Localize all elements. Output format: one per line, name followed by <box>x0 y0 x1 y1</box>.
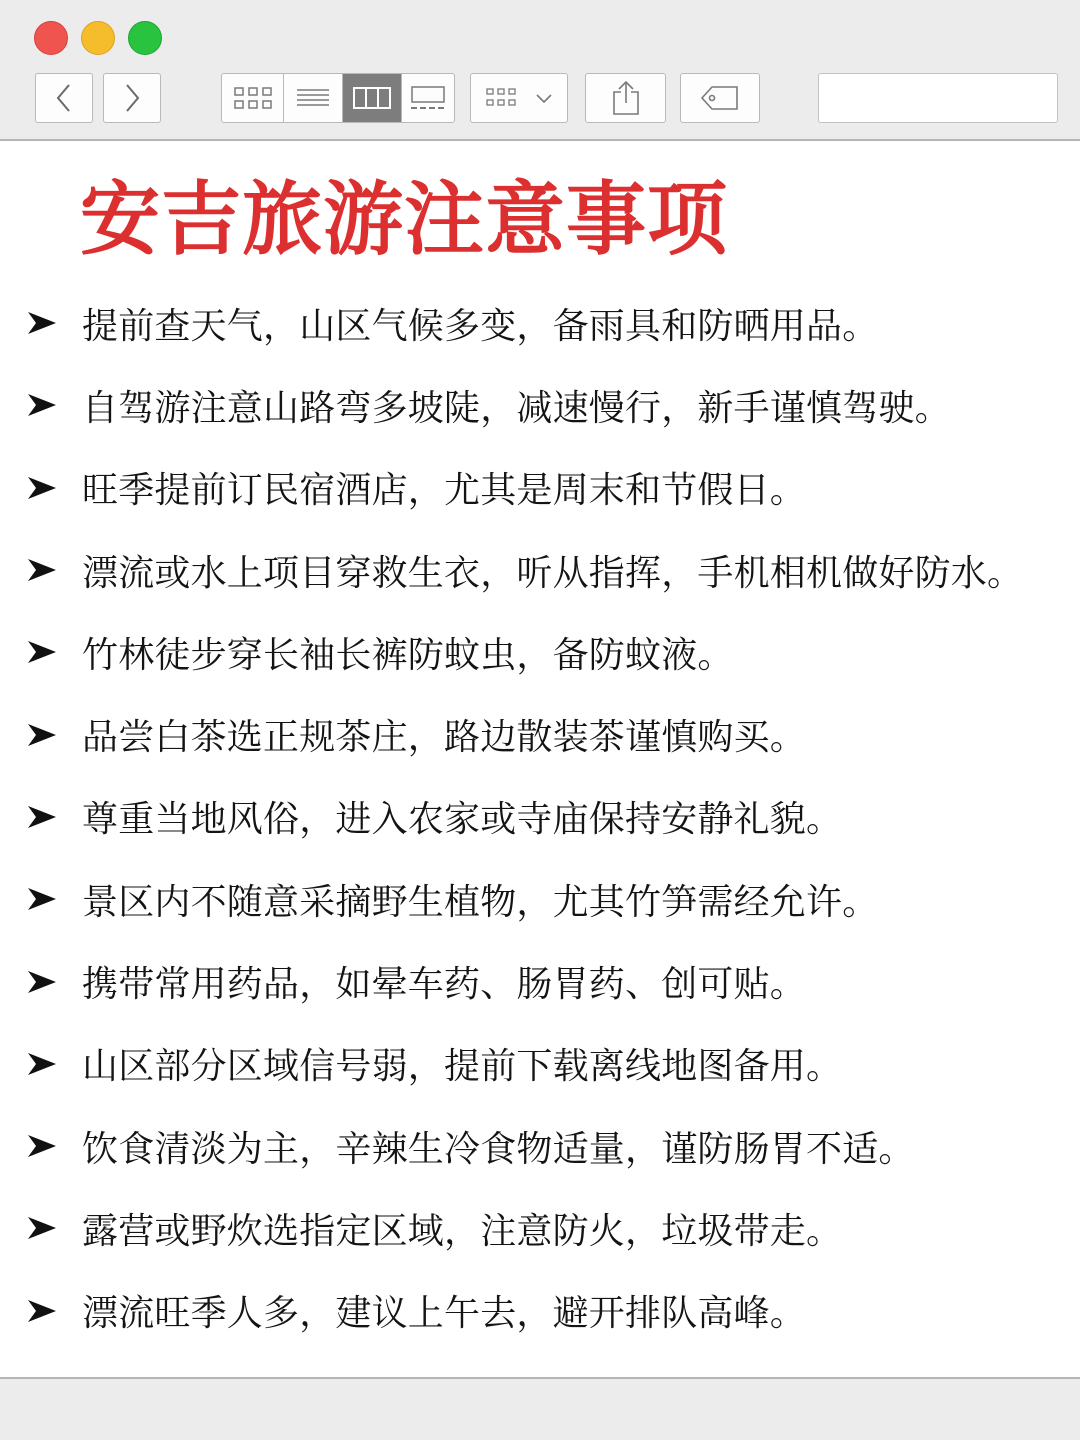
arrange-grid-icon <box>485 87 525 109</box>
chevron-left-icon <box>55 83 73 113</box>
gallery-view-icon <box>409 85 447 111</box>
tip-item <box>0 364 1080 446</box>
document-content <box>0 142 1080 1377</box>
tip-item <box>0 1105 1080 1187</box>
share-button[interactable] <box>585 73 666 123</box>
tip-text: 景区内不随意采摘野生植物，尤其竹笋需经允许。 <box>82 881 879 923</box>
list-view-icon <box>296 87 330 109</box>
icon-view-button[interactable] <box>222 74 284 122</box>
tip-text: 携带常用药品，如晕车药、肠胃药、创可贴。 <box>82 964 807 1006</box>
arrow-bullet-icon <box>0 1216 82 1240</box>
page-title: 安吉旅游注意事项 <box>80 173 728 266</box>
tip-text: 饮食清淡为主，辛辣生冷食物适量，谨防肠胃不适。 <box>82 1128 915 1170</box>
search-input[interactable] <box>837 74 1062 122</box>
window-toolbar <box>0 0 1080 141</box>
arrow-bullet-icon <box>0 1052 82 1076</box>
view-mode-selector <box>221 73 455 123</box>
forward-button[interactable] <box>103 73 161 123</box>
window-status-bar <box>0 1377 1080 1440</box>
search-field[interactable] <box>818 73 1058 123</box>
arrow-bullet-icon <box>0 311 82 335</box>
arrow-bullet-icon <box>0 1134 82 1158</box>
tip-text: 露营或野炊选指定区域，注意防火，垃圾带走。 <box>82 1210 843 1252</box>
tips-list <box>0 282 1080 1352</box>
tip-text: 尊重当地风俗，进入农家或寺庙保持安静礼貌。 <box>82 799 843 841</box>
tip-text: 漂流旺季人多，建议上午去，避开排队高峰。 <box>82 1293 807 1335</box>
column-view-icon <box>353 86 391 110</box>
arrow-bullet-icon <box>0 970 82 994</box>
tip-item <box>0 940 1080 1022</box>
arrow-bullet-icon <box>0 887 82 911</box>
tip-item <box>0 529 1080 611</box>
chevron-down-icon <box>535 92 553 104</box>
tip-item <box>0 776 1080 858</box>
tip-item <box>0 611 1080 693</box>
tip-item <box>0 858 1080 940</box>
tip-item <box>0 693 1080 775</box>
tip-item <box>0 1023 1080 1105</box>
zoom-window-button[interactable] <box>128 21 162 55</box>
arrow-bullet-icon <box>0 476 82 500</box>
column-view-button[interactable] <box>343 74 402 122</box>
tag-icon <box>700 85 740 111</box>
minimize-window-button[interactable] <box>81 21 115 55</box>
icon-view-grid-icon <box>233 85 273 111</box>
tip-text: 旺季提前订民宿酒店，尤其是周末和节假日。 <box>82 470 807 512</box>
tip-item <box>0 282 1080 364</box>
tag-button[interactable] <box>680 73 760 123</box>
gallery-view-button[interactable] <box>402 74 453 122</box>
arrow-bullet-icon <box>0 805 82 829</box>
arrow-bullet-icon <box>0 640 82 664</box>
tip-item <box>0 1187 1080 1269</box>
back-button[interactable] <box>35 73 93 123</box>
arrow-bullet-icon <box>0 723 82 747</box>
share-icon <box>611 80 641 116</box>
tip-text: 漂流或水上项目穿救生衣，听从指挥，手机相机做好防水。 <box>82 552 1024 594</box>
tip-text: 竹林徒步穿长袖长裤防蚊虫，备防蚊液。 <box>82 634 734 676</box>
tip-text: 自驾游注意山路弯多坡陡，减速慢行，新手谨慎驾驶。 <box>82 387 951 429</box>
tip-text: 提前查天气，山区气候多变，备雨具和防晒用品。 <box>82 305 879 347</box>
list-view-button[interactable] <box>284 74 343 122</box>
arrange-dropdown-button[interactable] <box>470 73 568 123</box>
arrow-bullet-icon <box>0 558 82 582</box>
chevron-right-icon <box>123 83 141 113</box>
tip-item <box>0 1270 1080 1352</box>
tip-item <box>0 447 1080 529</box>
tip-text: 山区部分区域信号弱，提前下载离线地图备用。 <box>82 1046 843 1088</box>
arrow-bullet-icon <box>0 393 82 417</box>
tip-text: 品尝白茶选正规茶庄，路边散装茶谨慎购买。 <box>82 717 807 759</box>
arrow-bullet-icon <box>0 1299 82 1323</box>
close-window-button[interactable] <box>34 21 68 55</box>
